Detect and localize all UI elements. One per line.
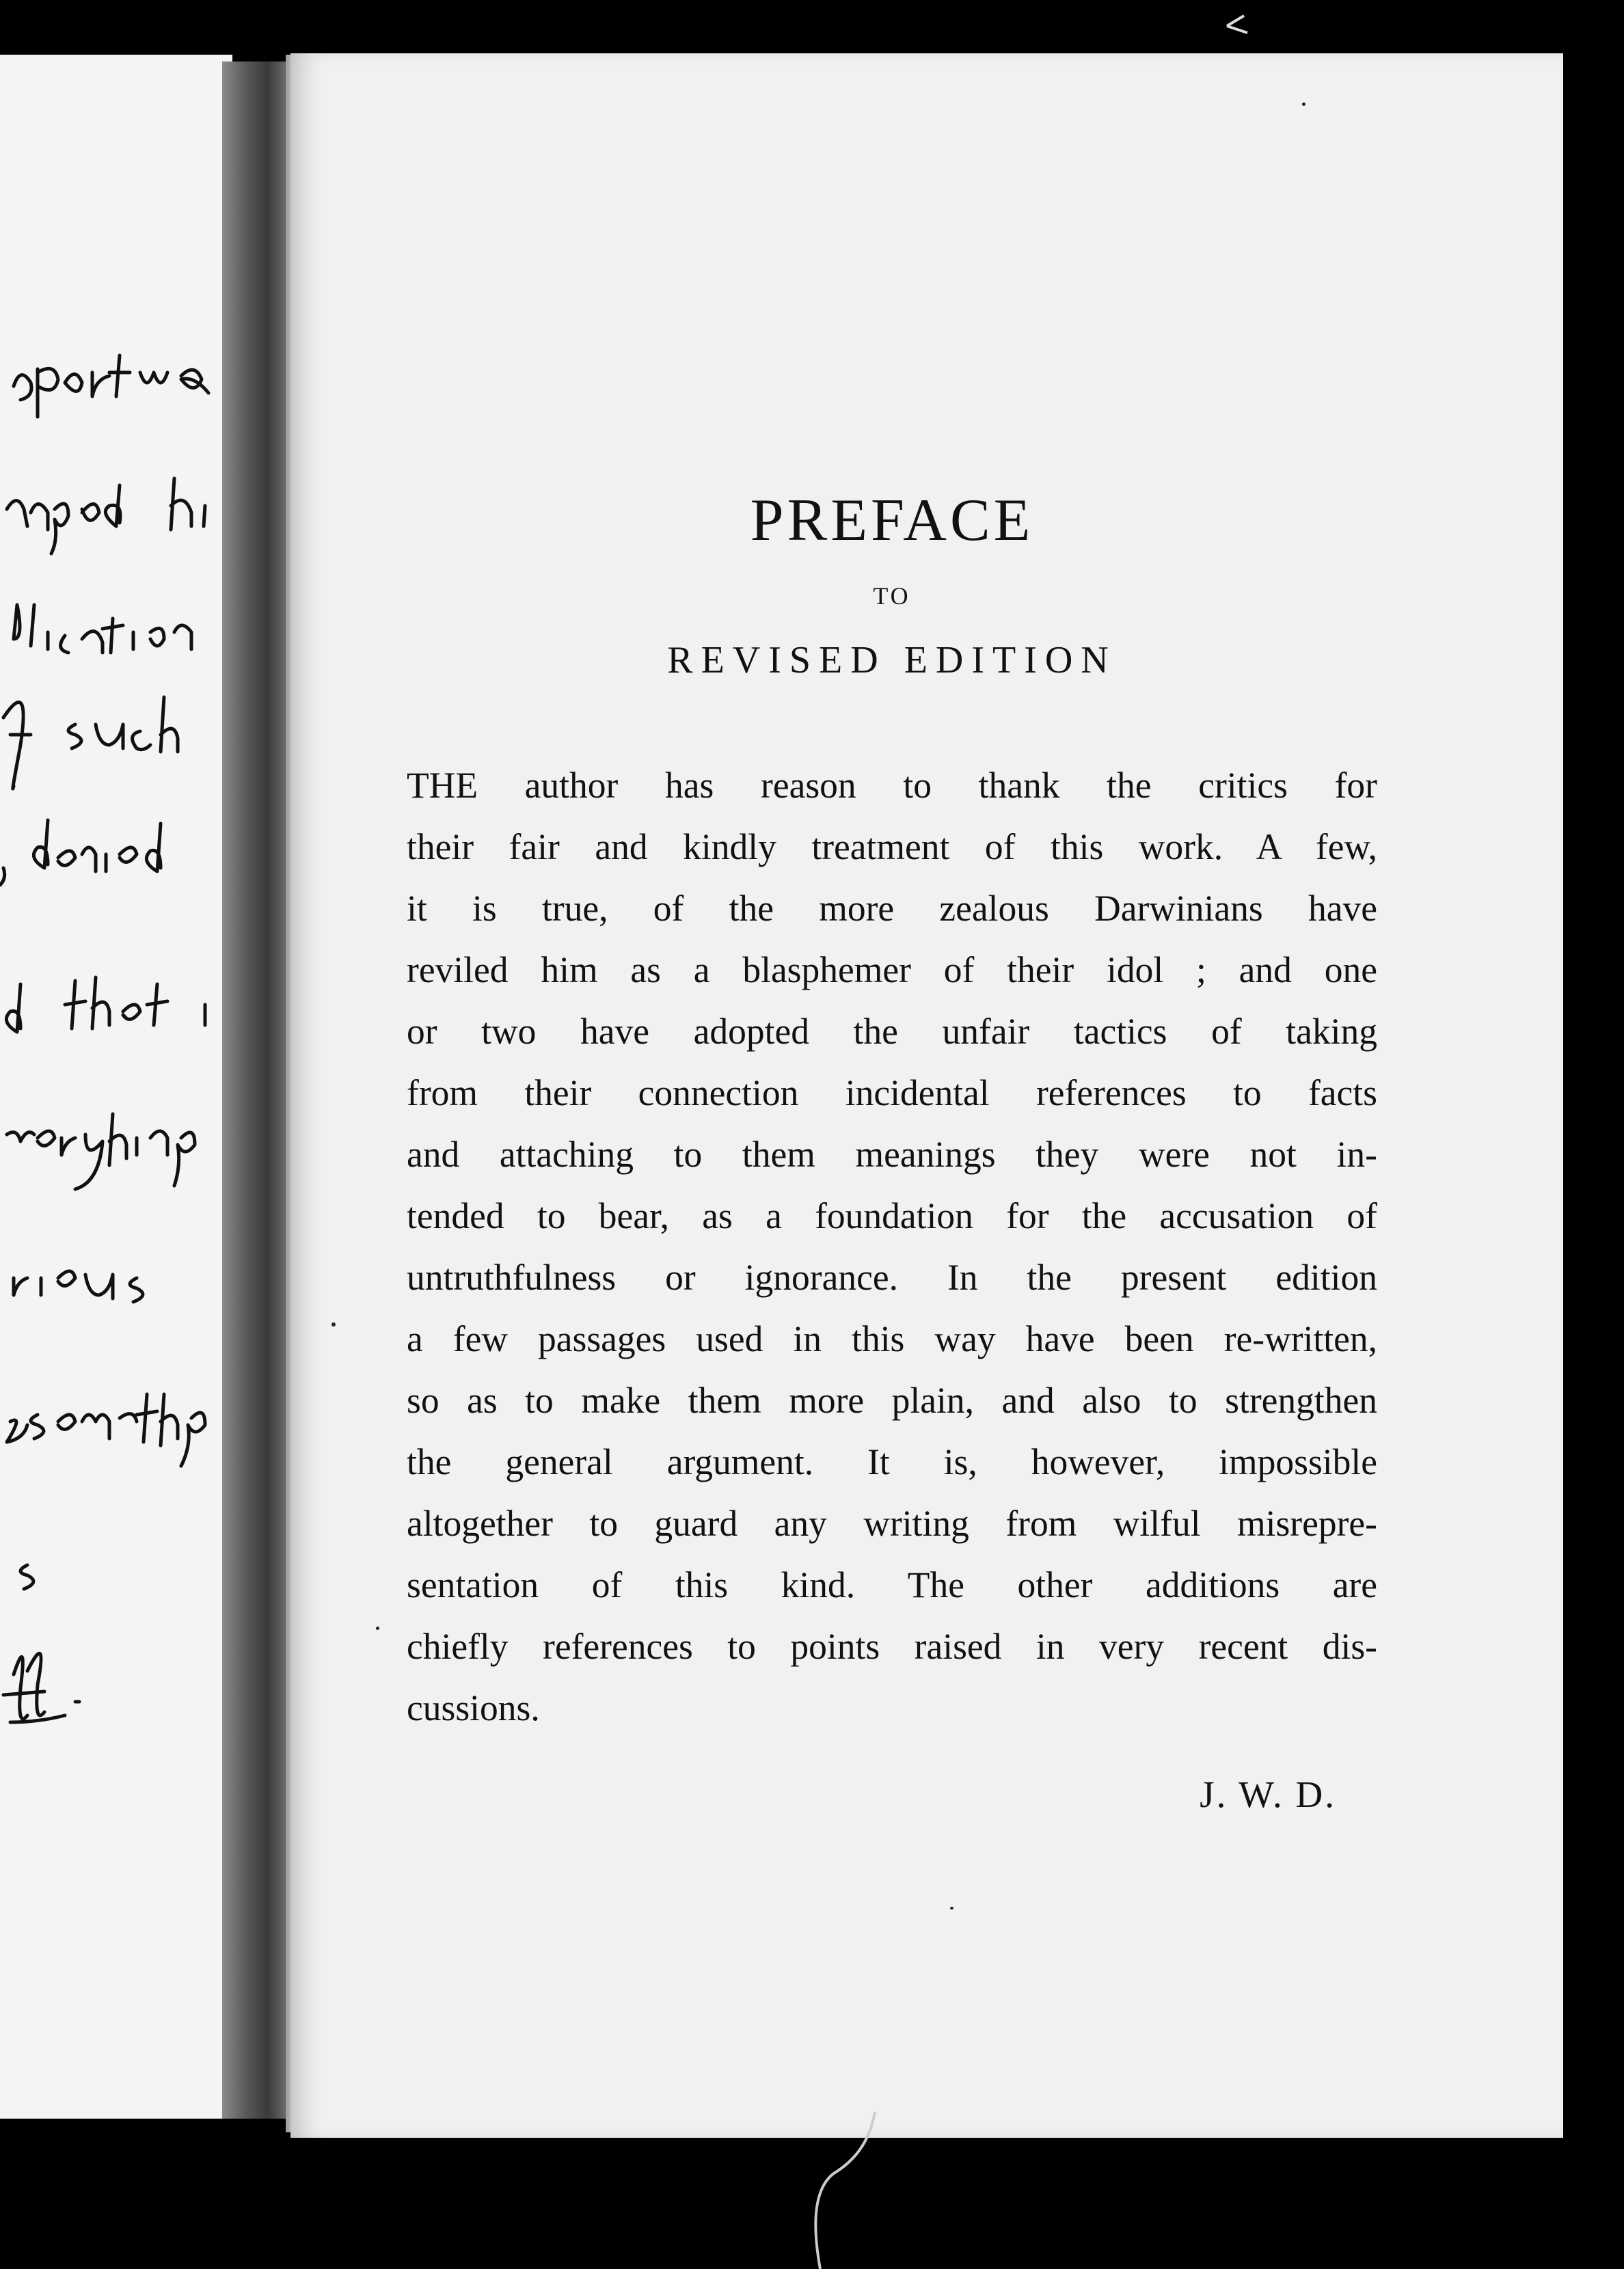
dust-speck [950,1907,953,1910]
handwriting-image [0,0,246,2269]
body-line: from their connection incidental references to facts [407,1072,1377,1113]
body-line: chiefly references to points raised in very recent dis- [407,1626,1377,1667]
preface-heading: PREFACE [750,487,1034,554]
scan-corner-mark [1223,12,1251,40]
body-line: tended to bear, as a foundation for the accusation of [407,1195,1377,1236]
body-line: sentation of this kind. The other additions are [407,1564,1377,1605]
preface-body [407,755,1377,1739]
body-line: reviled him as a blasphemer of their idol ; and one [407,949,1377,990]
body-line: it is true, of the more zealous Darwinians have [407,888,1377,929]
body-line: a few passages used in this way have been re-written, [407,1318,1377,1359]
body-line: the general argument. It is, however, impossible [407,1441,1377,1482]
body-line: cussions. [407,1687,540,1728]
preface-heading-edition: REVISED EDITION [667,639,1117,681]
body-line: so as to make them more plain, and also to strengthen [407,1380,1377,1421]
body-line: and attaching to them meanings they were not in- [407,1134,1377,1175]
scan-artifact-curve [800,2105,895,2269]
preface-page [290,53,1563,2138]
dust-speck [1302,103,1305,106]
preface-heading-to: TO [873,582,911,610]
author-signature: J. W. D. [1200,1774,1336,1815]
dust-speck [331,1322,336,1327]
body-line: untruthfulness or ignorance. In the present edition [407,1257,1377,1298]
body-line: or two have adopted the unfair tactics of taking [407,1011,1377,1052]
body-line: their fair and kindly treatment of this work. A few, [407,826,1377,867]
book-spine-edge [222,62,287,2119]
body-line: THE author has reason to thank the critics for [407,765,1377,806]
preface-content [407,436,1377,1816]
dust-speck [376,1627,379,1630]
body-line: altogether to guard any writing from wilful misrepre- [407,1503,1377,1544]
